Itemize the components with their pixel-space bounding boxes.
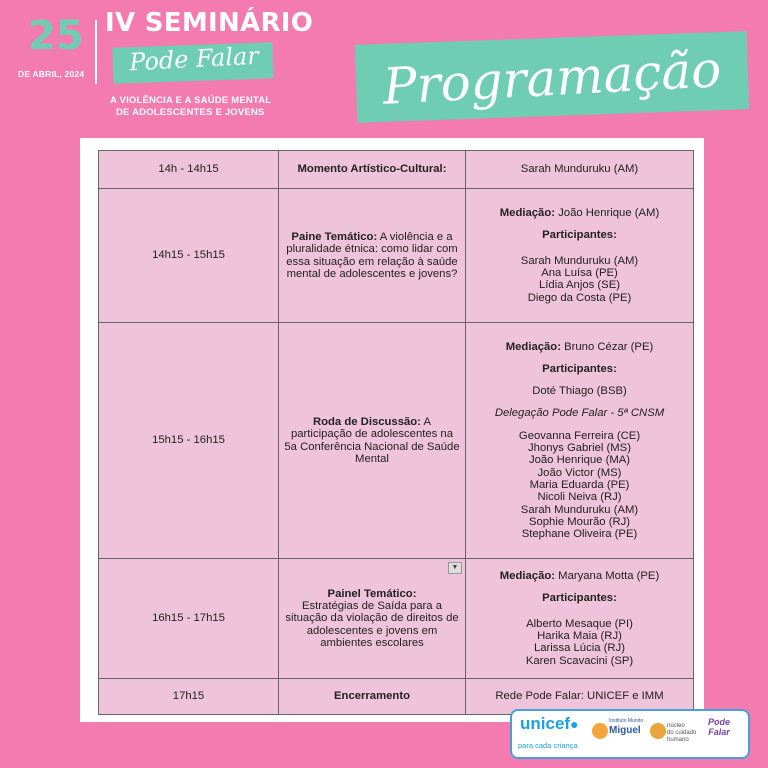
participant: Ana Luísa (PE)	[541, 267, 618, 279]
activity-title: Momento Artístico-Cultural:	[297, 163, 447, 176]
seminar-subtitle-line1: A VIOLÊNCIA E A SAÚDE MENTAL	[110, 95, 272, 106]
mediation-label: Mediação:	[499, 570, 556, 583]
mediation-label: Mediação:	[499, 207, 555, 220]
participants-label: Participantes:	[542, 592, 617, 605]
participant: Sarah Munduruku (AM)	[520, 503, 639, 516]
activity-cell	[279, 189, 466, 323]
activity-cell	[279, 323, 466, 559]
brand-name: Pode Falar	[128, 41, 260, 77]
participant: Alberto Mesaque (PI)	[526, 617, 633, 630]
table-row	[99, 151, 694, 189]
people-cell	[466, 189, 694, 323]
activity-title: Paine Temático:	[291, 230, 378, 243]
mediator-name: João Henrique (AM)	[555, 207, 660, 220]
schedule-panel	[80, 138, 704, 722]
participant: Larissa Lúcia (RJ)	[533, 642, 626, 655]
programacao-title: Programação	[381, 40, 723, 116]
unicef-tagline: para cada criança	[518, 741, 578, 750]
table-row	[99, 189, 694, 323]
guest-name: Doté Thiago (BSB)	[532, 385, 627, 398]
time-cell: 17h15	[99, 679, 279, 715]
event-date: DE ABRIL, 2024	[18, 69, 85, 79]
nucleo-logo: núcleo do cuidado humano	[667, 723, 697, 743]
activity-cell	[279, 679, 466, 715]
table-row	[99, 323, 694, 559]
participant: João Victor (MS)	[537, 466, 622, 479]
globe-icon: ●	[570, 716, 579, 732]
miguel-institute-icon	[592, 723, 608, 739]
time-cell: 14h - 14h15	[99, 151, 279, 189]
activity-title: Encerramento	[334, 690, 410, 703]
rede-pode-falar-logo: Pode Falar	[708, 717, 731, 737]
participant: Lídia Anjos (SE)	[538, 279, 620, 292]
miguel-institute-caption: Instituto Mundo	[609, 718, 644, 724]
activity-description: A violência e a pluralidade étnica: como lidar com essa situação em relação à saúde mental de adolescentes e jovens?	[286, 230, 458, 280]
participants-label: Participantes:	[542, 362, 617, 375]
seminar-title: IV SEMINÁRIO	[105, 8, 314, 38]
activity-description: A participação de adolescentes na 5a Conferência Nacional de Saúde Mental	[284, 415, 460, 465]
nucleo-icon	[650, 723, 666, 739]
time-cell: 15h15 - 16h15	[99, 323, 279, 559]
table-row	[99, 559, 694, 679]
activity-description: Estratégias de Saída para a situação da violação de direitos de adolescentes e jovens em ambientes escolares	[285, 600, 459, 649]
people-cell: Sarah Munduruku (AM)	[466, 151, 694, 189]
header-divider	[95, 20, 97, 84]
mediator-name: Bruno Cézar (PE)	[560, 340, 654, 353]
delegation-label: Delegação Pode Falar - 5ª CNSM	[494, 407, 665, 420]
event-day: 25	[28, 13, 84, 59]
participant: Harika Maia (RJ)	[537, 630, 622, 642]
participant: Karen Scavacini (SP)	[525, 654, 634, 667]
participant: Sophie Mourão (RJ)	[528, 515, 631, 528]
schedule-table	[98, 150, 694, 715]
activity-cell	[279, 559, 466, 679]
participant: Nicoli Neiva (RJ)	[537, 491, 622, 504]
mediator-name: Maryana Motta (PE)	[555, 570, 660, 583]
participant: Jhonys Gabriel (MS)	[528, 442, 631, 455]
people-cell	[466, 323, 694, 559]
activity-title: Roda de Discussão:	[312, 415, 421, 428]
time-cell: 16h15 - 17h15	[99, 559, 279, 679]
unicef-logo: unicef●	[520, 714, 579, 733]
people-cell	[466, 559, 694, 679]
partner-logos	[510, 709, 750, 759]
people-cell: Rede Pode Falar: UNICEF e IMM	[466, 679, 694, 715]
activity-cell	[279, 151, 466, 189]
chevron-down-icon[interactable]: ▼	[448, 562, 462, 574]
seminar-subtitle-line2: DE ADOLESCENTES E JOVENS	[116, 107, 265, 118]
participant: João Henrique (MA)	[528, 454, 631, 467]
participant: Diego da Costa (PE)	[527, 291, 632, 304]
participants-label: Participantes:	[542, 229, 617, 242]
activity-title: Painel Temático:	[327, 587, 417, 600]
participant: Stephane Oliveira (PE)	[521, 528, 638, 541]
time-cell: 14h15 - 15h15	[99, 189, 279, 323]
participant: Sarah Munduruku (AM)	[520, 254, 639, 267]
participant: Geovanna Ferreira (CE)	[518, 429, 641, 442]
mediation-label: Mediação:	[505, 340, 561, 353]
miguel-institute-logo: Miguel	[609, 725, 641, 736]
participant: Maria Eduarda (PE)	[529, 478, 630, 491]
